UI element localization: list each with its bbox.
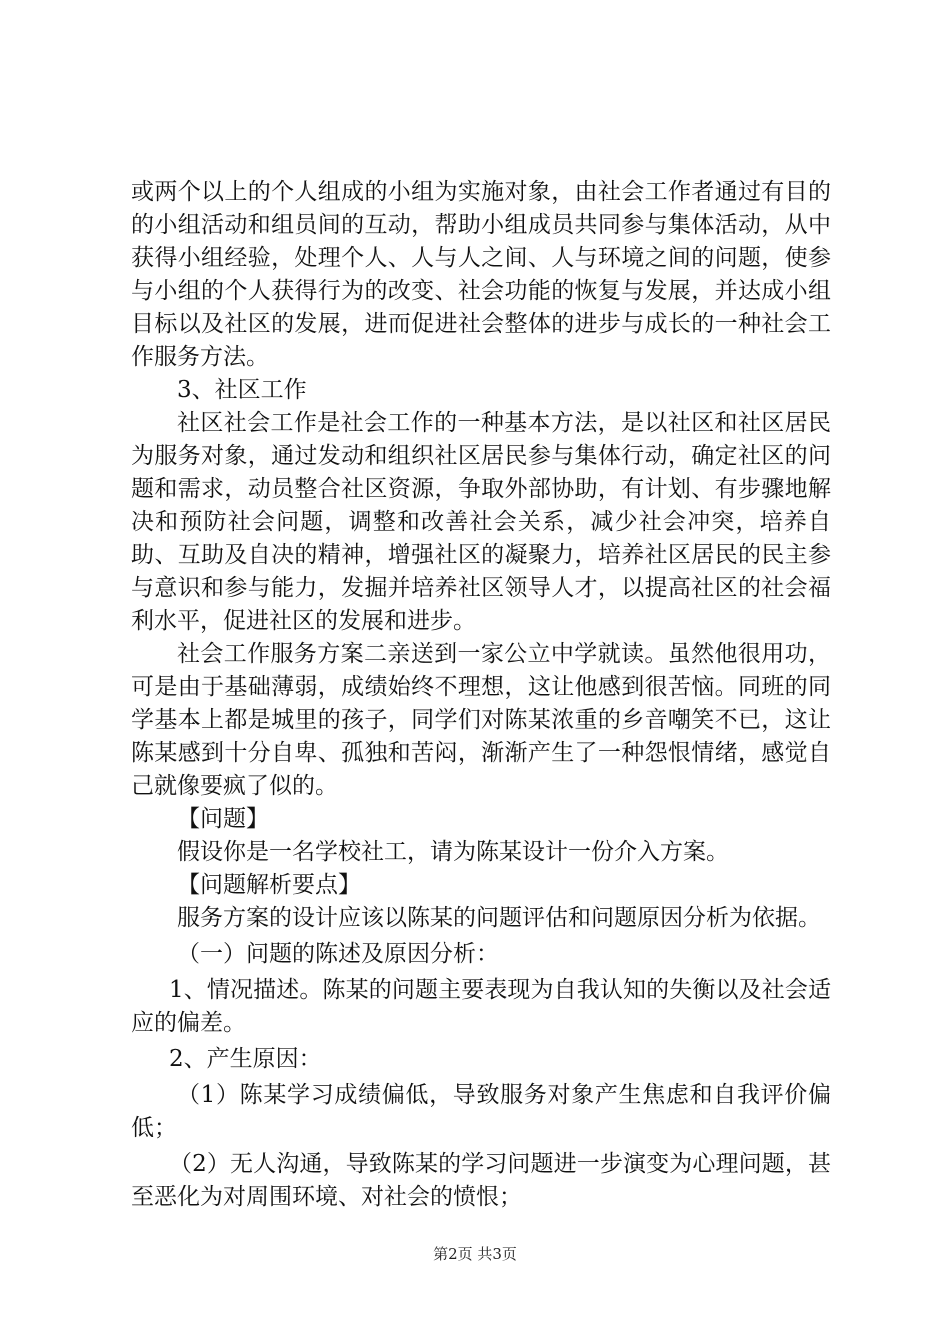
paragraph-question: 假设你是一名学校社工，请为陈某设计一份介入方案。 (177, 839, 729, 865)
paragraph-group-work-continued: 或两个以上的个人组成的小组为实施对象，由社会工作者通过有目的的小组活动和组员间的互动，帮助小组成员共同参与集体活动，从中获得小组经验，处理个人、人与人之间、人与环境之间的问题，使参与小组的个人获得行为的改变、社会功能的恢复与发展，并达成小组目标以及社区的发展，进而促进社会整体的进步与成长的一种社会工作服务方法。 (131, 179, 831, 370)
paragraph-cause-1: （1）陈某学习成绩偏低，导致服务对象产生焦虑和自我评价偏低； (131, 1082, 831, 1141)
page-footer: 第2页 共3页 (433, 1245, 517, 1263)
paragraph-case-description: 社会工作服务方案二亲送到一家公立中学就读。虽然他很用功，可是由于基础薄弱，成绩始终不理想，这让他感到很苦恼。同班的同学基本上都是城里的孩子，同学们对陈某浓重的乡音嘲笑不已，这让陈某感到十分自卑、孤独和苦闷，渐渐产生了一种怨恨情绪，感觉自己就像要疯了似的。 (131, 641, 831, 799)
paragraph-analysis-basis: 服务方案的设计应该以陈某的问题评估和问题原因分析为依据。 (177, 905, 821, 931)
heading-analysis-points: 【问题解析要点】 (177, 872, 361, 898)
document-body (131, 176, 831, 1214)
heading-question: 【问题】 (177, 806, 269, 832)
paragraph-cause-2: （2）无人沟通，导致陈某的学习问题进一步演变为心理问题，甚至恶化为对周围环境、对社会的愤恨； (131, 1151, 831, 1210)
paragraph-situation-description: 1、情况描述。陈某的问题主要表现为自我认知的失衡以及社会适应的偏差。 (131, 977, 831, 1036)
heading-problem-statement: （一）问题的陈述及原因分析： (177, 941, 499, 967)
heading-causes: 2、产生原因： (169, 1046, 322, 1072)
heading-community-work: 3、社区工作 (177, 377, 307, 403)
paragraph-community-work: 社区社会工作是社会工作的一种基本方法，是以社区和社区居民为服务对象，通过发动和组织社区居民参与集体行动，确定社区的问题和需求，动员整合社区资源，争取外部协助，有计划、有步骤地解决和预防社会问题，调整和改善社会关系，减少社会冲突，培养自助、互助及自决的精神，增强社区的凝聚力，培养社区居民的民主参与意识和参与能力，发掘并培养社区领导人才，以提高社区的社会福利水平，促进社区的发展和进步。 (131, 410, 831, 634)
